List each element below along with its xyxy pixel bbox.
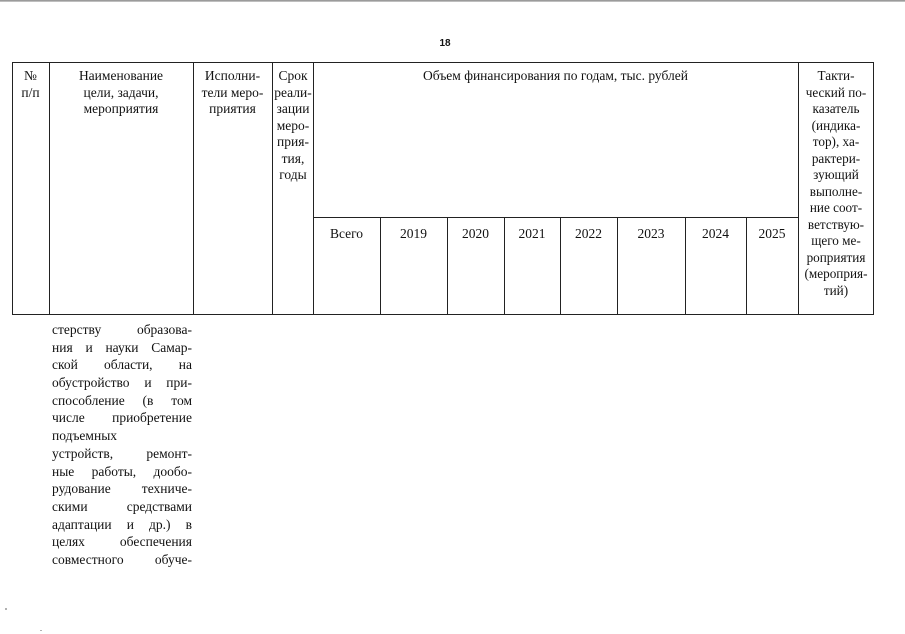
scan-speck [40, 630, 42, 631]
scan-speck [5, 608, 7, 610]
text-line: стерству образова- [52, 322, 192, 337]
header-term: Срок реали- зации меро- прия- тия, годы [274, 68, 312, 182]
text-line: совместного обуче- [52, 551, 192, 567]
text-line: рудование техниче- [52, 481, 192, 497]
header-funding: Объем финансирования по годам, тыс. рублей [423, 68, 688, 83]
funding-subheader-divider [313, 217, 798, 218]
text-line: целях обеспечения [52, 534, 192, 550]
header-executors: Исполни- тели меро- приятия [201, 68, 264, 116]
continued-measure-description [52, 321, 192, 569]
text-line: числе приобретение [52, 410, 192, 426]
text-line: ской области, на [52, 357, 192, 373]
subheader-year: 2020 [462, 226, 489, 241]
subheader-year: 2023 [637, 226, 665, 241]
subheader-total: Всего [329, 226, 364, 241]
text-line: обустройство и при- [52, 375, 192, 391]
subheader-year: 2024 [702, 226, 729, 241]
header-indicator: Такти- ческий по- казатель (индика- тор), ха- рактери- зующий выполне- ние соот- ветствую- щего ме- роприятия (мероприя- тий) [804, 68, 868, 298]
subheader-year: 2021 [518, 226, 546, 241]
table-top-border [12, 62, 874, 63]
subheader-year: 2019 [400, 226, 427, 241]
text-line: адаптации и др.) в [52, 516, 192, 532]
header-number: № п/п [21, 68, 40, 100]
text-line: скими средствами [52, 498, 192, 514]
page-number: 18 [439, 38, 451, 49]
text-line: устройств, ремонт- [52, 445, 192, 461]
scan-top-edge [0, 0, 905, 2]
subheader-year: 2022 [575, 226, 602, 241]
header-name: Наименование цели, задачи, мероприятия [78, 68, 164, 116]
text-line: ные работы, дообо- [52, 463, 192, 479]
table-bottom-border [12, 314, 874, 315]
text-line: способление (в том [52, 392, 192, 408]
text-line: подъемных [52, 428, 118, 444]
subheader-year: 2025 [758, 226, 786, 241]
text-line: ния и науки Самар- [52, 339, 192, 355]
